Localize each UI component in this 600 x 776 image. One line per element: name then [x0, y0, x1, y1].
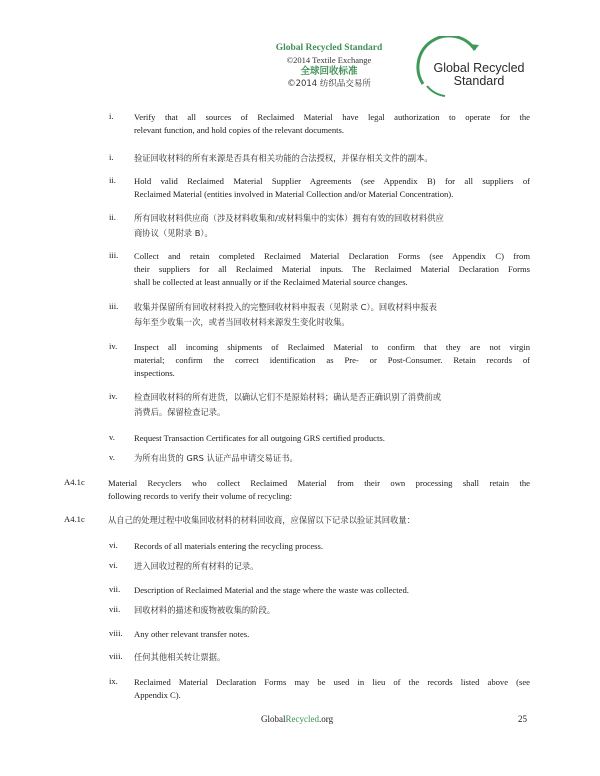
list-item-number: i. [109, 152, 114, 162]
list-item-number: ii. [109, 175, 116, 185]
list-item-text: Appendix C). [134, 690, 181, 700]
list-item-text-cn: 为所有出货的 GRS 认证产品申请交易证书。 [134, 453, 298, 463]
list-item-text: Hold valid Reclaimed Material Supplier Agreements (see Appendix B) for all suppliers of [134, 176, 530, 186]
list-item-text: Collect and retain completed Reclaimed Material Declaration Forms (see Appendix C) from [134, 251, 530, 261]
section-text: Material Recyclers who collect Reclaimed Material from their own processing shall retain the [108, 478, 530, 488]
logo-line-1: Global Recycled [433, 61, 525, 75]
grs-logo [405, 36, 537, 104]
list-item-text: Reclaimed Material Declaration Forms may be used in lieu of the records listed above (see [134, 677, 530, 687]
list-item-number: i. [109, 111, 114, 121]
list-item-number: vii. [109, 584, 121, 594]
list-item-text: relevant function, and hold copies of the relevant documents. [134, 125, 345, 135]
list-item-text: Verify that all sources of Reclaimed Material have legal authorization to operate for the [134, 112, 530, 122]
list-item-text-cn: 检查回收材料的所有进货，以确认它们不是原始材料；确认是否正确识别了消费前或 [134, 392, 441, 402]
list-item-text-cn: 每年至少收集一次，或者当回收材料来源发生变化时收集。 [134, 317, 350, 327]
list-item-number: v. [109, 452, 115, 462]
list-item-number: ix. [109, 676, 118, 686]
footer-site-prefix: Global [261, 714, 286, 724]
list-item-text-cn: 回收材料的描述和废物被收集的阶段。 [134, 605, 276, 615]
page-number: 25 [518, 714, 527, 724]
section-text: following records to verify their volume of recycling: [108, 491, 292, 501]
list-item-number: iii. [109, 301, 119, 311]
header-cn-copyright: ©2014 纺织品交易所 [287, 79, 371, 89]
list-item-text-cn: 进入回收过程的所有材料的记录。 [134, 561, 259, 571]
list-item-text: Description of Reclaimed Material and the stage where the waste was collected. [134, 585, 409, 595]
list-item-text: shall be collected at least annually or if the Reclaimed Material source changes. [134, 277, 408, 287]
section-text-cn: 从自己的处理过程中收集回收材料的材料回收商，应保留以下记录以验证其回收量： [108, 515, 415, 525]
list-item-number: viii. [109, 651, 123, 661]
footer-site-accent: Recycled [285, 714, 319, 724]
header-text-block [254, 42, 404, 90]
section-code-cn: A4.1c [64, 514, 85, 524]
list-item-text: Reclaimed Material (entities involved in Material Collection and/or Material Concentration). [134, 189, 454, 199]
list-item-text: Any other relevant transfer notes. [134, 629, 250, 639]
list-item-text: Records of all materials entering the recycling process. [134, 541, 323, 551]
logo-line-2: Standard [453, 74, 505, 88]
header-title: Global Recycled Standard [275, 43, 383, 53]
section-code: A4.1c [64, 477, 85, 487]
logo-wordmark [423, 62, 535, 88]
list-item-number: iv. [109, 391, 118, 401]
list-item-number: iii. [109, 250, 119, 260]
header-cn-title: 全球回收标准 [300, 66, 358, 77]
list-item-number: vii. [109, 604, 121, 614]
list-item-number: ii. [109, 212, 116, 222]
list-item-text-cn: 商协议（见附录 B）。 [134, 228, 213, 238]
list-item-text: their suppliers for all Reclaimed Material inputs. The Reclaimed Material Declaration Forms [134, 264, 530, 274]
list-item-number: vi. [109, 540, 118, 550]
list-item-number: viii. [109, 628, 123, 638]
header-copyright: ©2014 Textile Exchange [286, 55, 372, 65]
list-item-text-cn: 所有回收材料供应商（涉及材料收集和/或材料集中的实体）拥有有效的回收材料供应 [134, 213, 444, 223]
list-item-number: v. [109, 432, 115, 442]
list-item-text: Request Transaction Certificates for all outgoing GRS certified products. [134, 433, 385, 443]
page-header [0, 0, 600, 100]
list-item-text: material; confirm the correct identification as Pre- or Post-Consumer. Retain records of [134, 355, 530, 365]
footer-site-suffix: .org [318, 714, 334, 724]
list-item-number: vi. [109, 560, 118, 570]
list-item-text: inspections. [134, 368, 175, 378]
list-item-text-cn: 消费后。保留检查记录。 [134, 407, 226, 417]
list-item-text-cn: 收集并保留所有回收材料投入的完整回收材料申报表（见附录 C）。回收材料申报表 [134, 302, 437, 312]
footer-website[interactable] [261, 714, 333, 724]
list-item-text-cn: 任何其他相关转让票据。 [134, 652, 226, 662]
list-item-number: iv. [109, 341, 118, 351]
list-item-text: Inspect all incoming shipments of Reclaimed Material to confirm that they are not virgin [134, 342, 530, 352]
list-item-text-cn: 验证回收材料的所有来源是否具有相关功能的合法授权，并保存相关文件的副本。 [134, 153, 433, 163]
